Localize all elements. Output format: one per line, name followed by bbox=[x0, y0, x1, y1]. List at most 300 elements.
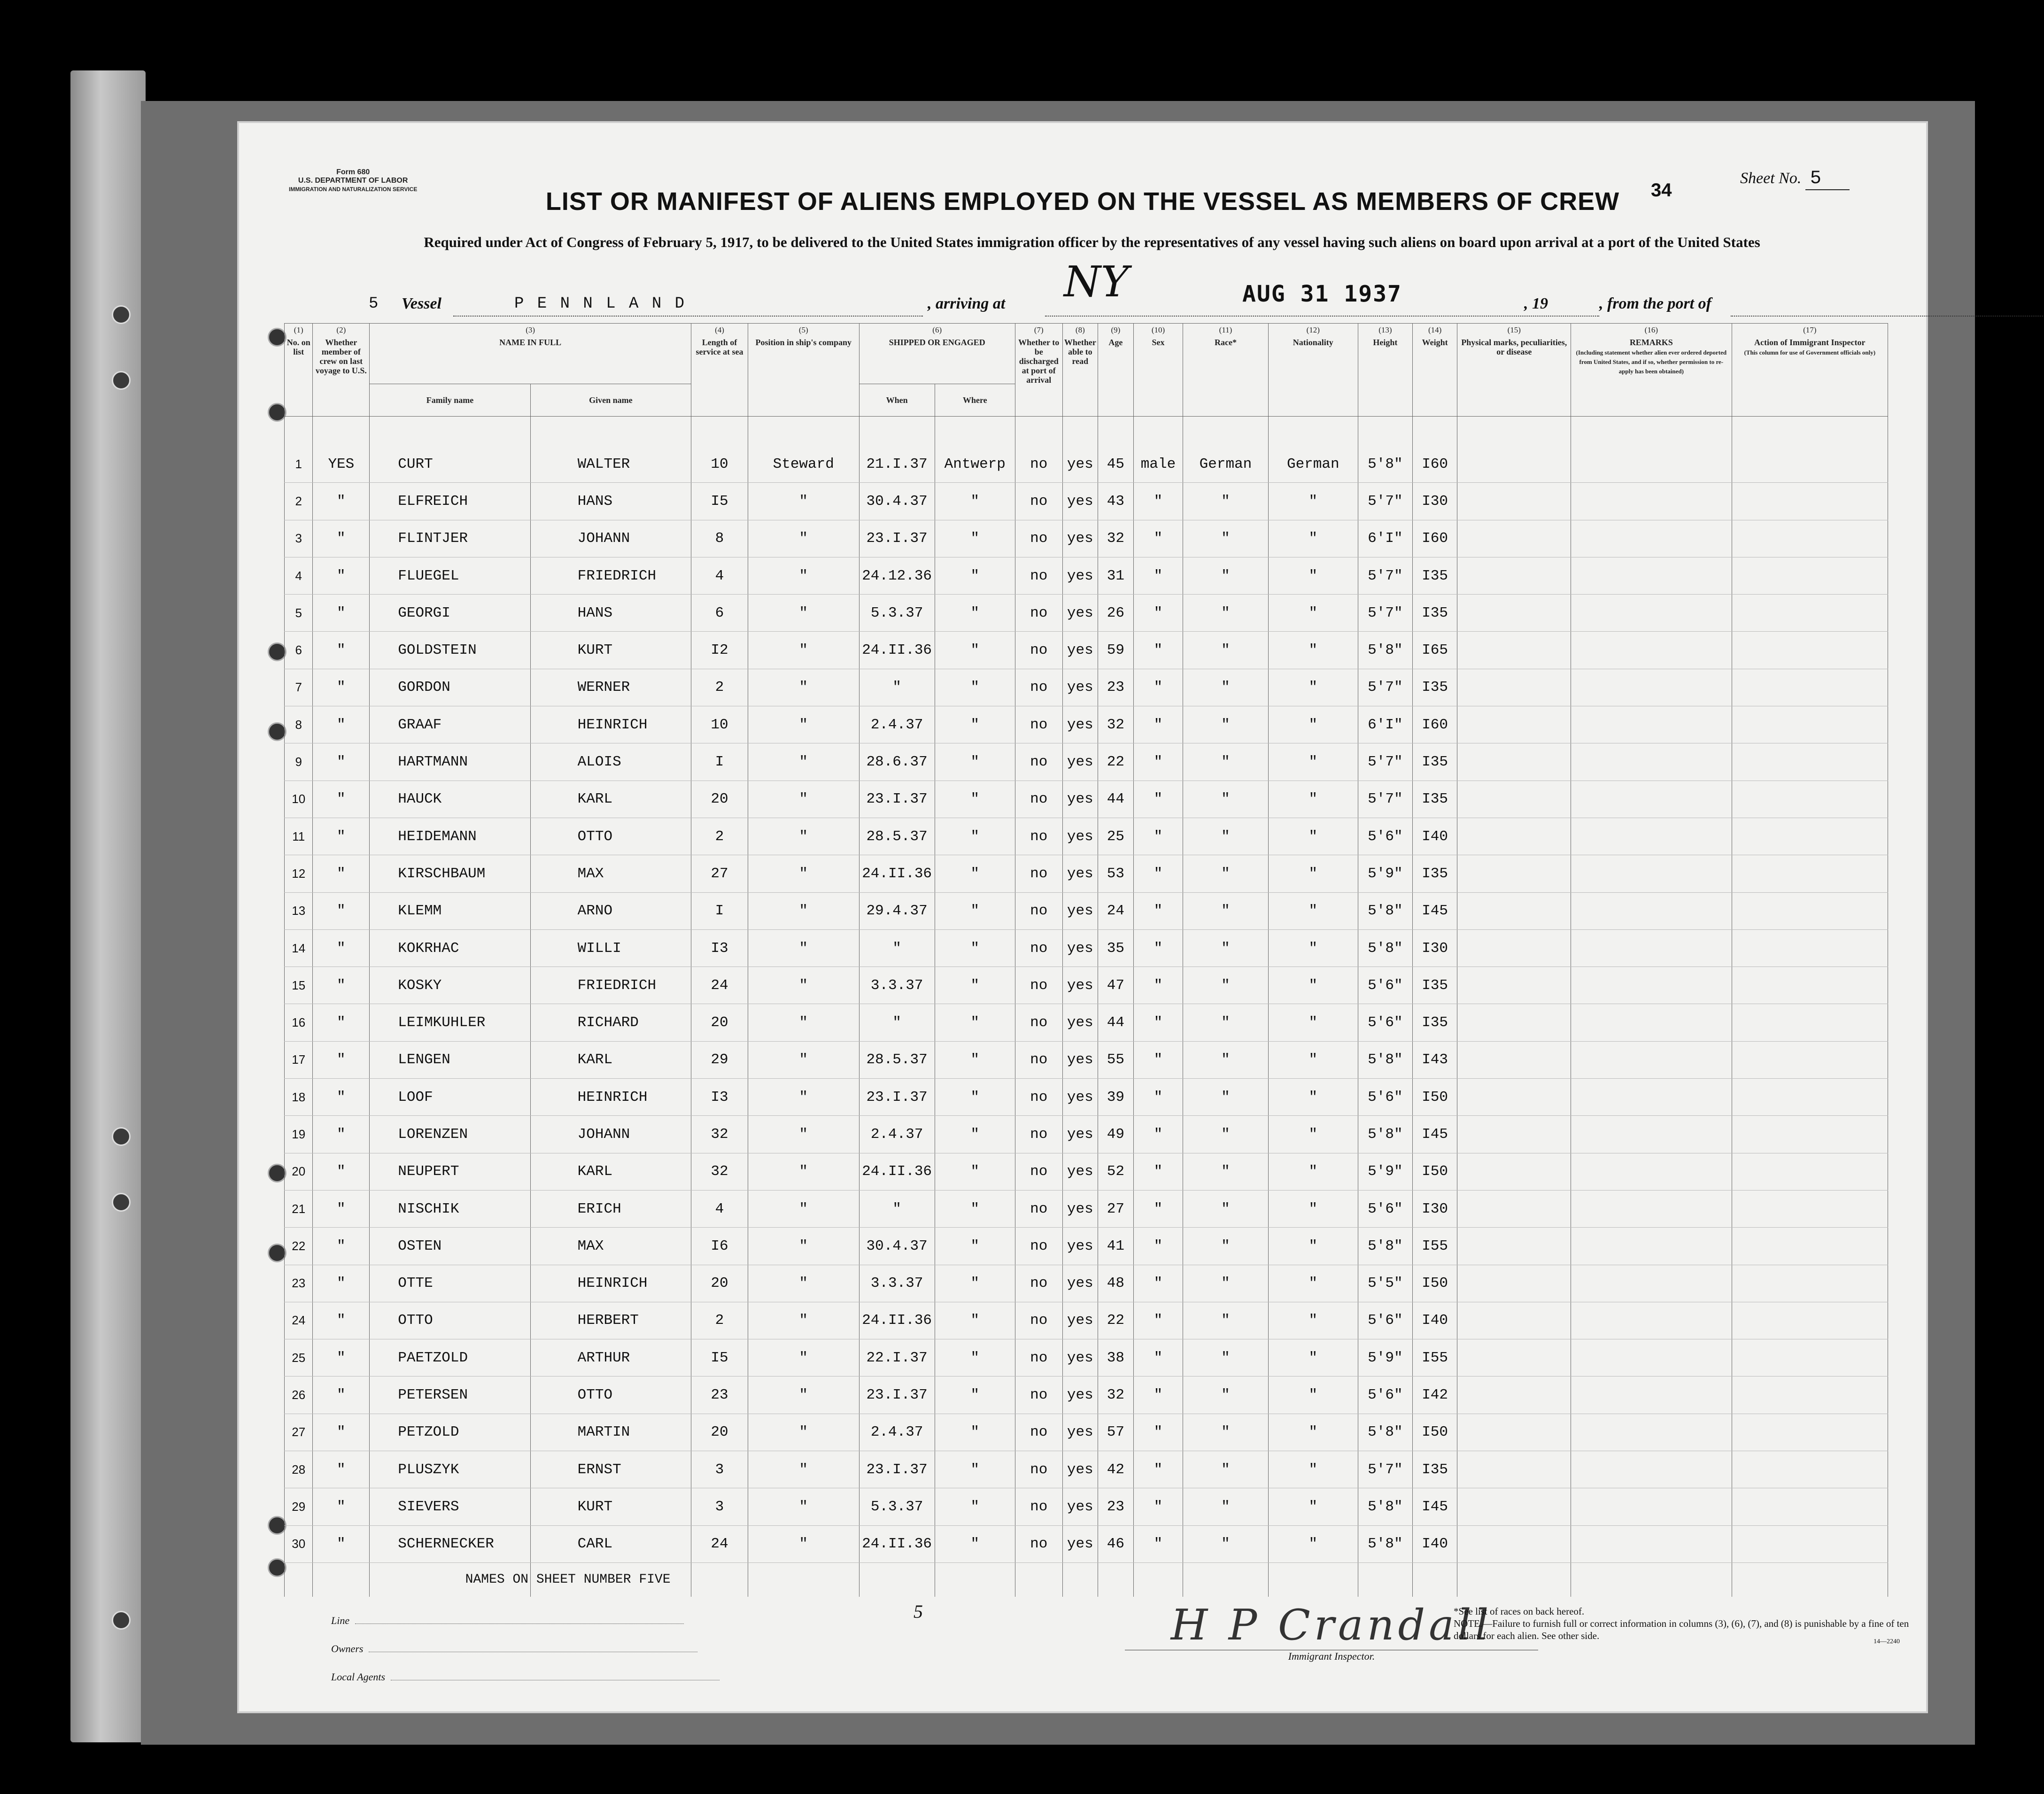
cell-height: 5'6" bbox=[1358, 967, 1412, 1004]
cell-engaged-where: " bbox=[935, 1265, 1015, 1302]
cell-inspector-action bbox=[1732, 1302, 1888, 1339]
cell-race: " bbox=[1183, 669, 1268, 706]
cell-race: " bbox=[1183, 855, 1268, 892]
cell-service-length: 24 bbox=[691, 1525, 748, 1562]
cell-engaged-where: " bbox=[935, 1339, 1015, 1376]
cell-height: 5'6" bbox=[1358, 1302, 1412, 1339]
cell-given-name: ERNST bbox=[530, 1451, 691, 1488]
page-stamp: 34 bbox=[1651, 180, 1672, 201]
cell-race: " bbox=[1183, 1079, 1268, 1116]
cell-weight: I65 bbox=[1412, 632, 1457, 669]
arriving-label: , arriving at bbox=[928, 295, 1006, 312]
cell-row-number: 22 bbox=[285, 1228, 313, 1265]
cell-height: 5'8" bbox=[1358, 929, 1412, 967]
crew-table-body bbox=[285, 417, 1888, 1597]
cell-row-number: 16 bbox=[285, 1004, 313, 1041]
cell-sex: " bbox=[1133, 1525, 1183, 1562]
cell-given-name: MAX bbox=[530, 1228, 691, 1265]
cell-remarks bbox=[1571, 632, 1732, 669]
cell-service-length: I2 bbox=[691, 632, 748, 669]
cell-service-length: 3 bbox=[691, 1451, 748, 1488]
cell-family-name: OSTEN bbox=[370, 1228, 530, 1265]
cell-previous-voyage: " bbox=[313, 1525, 370, 1562]
cell-family-name: KIRSCHBAUM bbox=[370, 855, 530, 892]
cell-position: " bbox=[748, 1004, 859, 1041]
cell-position: " bbox=[748, 1339, 859, 1376]
cell-inspector-action bbox=[1732, 1116, 1888, 1153]
cell-weight: I30 bbox=[1412, 483, 1457, 520]
cell-age: 23 bbox=[1098, 669, 1134, 706]
table-row bbox=[285, 595, 1888, 632]
cell-physical-marks bbox=[1457, 1041, 1571, 1078]
inspector-caption: Immigrant Inspector. bbox=[1125, 1650, 1538, 1663]
cell-able-to-read: yes bbox=[1062, 1153, 1098, 1190]
cell-discharged: no bbox=[1015, 483, 1062, 520]
cell-weight: I40 bbox=[1412, 1525, 1457, 1562]
cell-row-number: 24 bbox=[285, 1302, 313, 1339]
cell-physical-marks bbox=[1457, 1488, 1571, 1525]
cell-engaged-where: " bbox=[935, 1414, 1015, 1451]
cell-able-to-read: yes bbox=[1062, 1451, 1098, 1488]
cell-able-to-read: yes bbox=[1062, 1525, 1098, 1562]
cell-nationality: " bbox=[1268, 818, 1358, 855]
cell-able-to-read: yes bbox=[1062, 446, 1098, 483]
cell-race: " bbox=[1183, 818, 1268, 855]
owners-field: Owners bbox=[331, 1643, 697, 1655]
cell-remarks bbox=[1571, 1153, 1732, 1190]
cell-age: 47 bbox=[1098, 967, 1134, 1004]
table-row bbox=[285, 1339, 1888, 1376]
punch-hole bbox=[268, 1164, 286, 1183]
cell-discharged: no bbox=[1015, 1079, 1062, 1116]
cell-weight: I35 bbox=[1412, 595, 1457, 632]
cell-race: " bbox=[1183, 483, 1268, 520]
cell-inspector-action bbox=[1732, 1228, 1888, 1265]
cell-sex: " bbox=[1133, 1079, 1183, 1116]
cell-family-name: PLUSZYK bbox=[370, 1451, 530, 1488]
cell-position: " bbox=[748, 929, 859, 967]
cell-previous-voyage: " bbox=[313, 1004, 370, 1041]
cell-family-name: HARTMANN bbox=[370, 743, 530, 781]
cell-sex: " bbox=[1133, 1041, 1183, 1078]
cell-service-length: 8 bbox=[691, 520, 748, 557]
cell-sex: " bbox=[1133, 595, 1183, 632]
cell-service-length: I bbox=[691, 892, 748, 929]
cell-previous-voyage: YES bbox=[313, 446, 370, 483]
cell-position: Steward bbox=[748, 446, 859, 483]
cell-able-to-read: yes bbox=[1062, 967, 1098, 1004]
col-header-14: (14) Weight bbox=[1412, 324, 1457, 417]
cell-height: 5'6" bbox=[1358, 1079, 1412, 1116]
cell-nationality: " bbox=[1268, 781, 1358, 818]
col-header-9: (9) Age bbox=[1098, 324, 1134, 417]
cell-sex: " bbox=[1133, 1488, 1183, 1525]
cell-service-length: 20 bbox=[691, 781, 748, 818]
cell-race: " bbox=[1183, 1451, 1268, 1488]
cell-sex: " bbox=[1133, 1265, 1183, 1302]
legal-notes bbox=[1454, 1605, 1909, 1642]
sheet-number-value: 5 bbox=[1805, 168, 1850, 190]
cell-previous-voyage: " bbox=[313, 892, 370, 929]
cell-engaged-where: " bbox=[935, 1451, 1015, 1488]
local-agents-field: Local Agents bbox=[331, 1671, 720, 1683]
cell-engaged-where: " bbox=[935, 1488, 1015, 1525]
cell-service-length: 32 bbox=[691, 1116, 748, 1153]
cell-sex: " bbox=[1133, 520, 1183, 557]
cell-service-length: I5 bbox=[691, 483, 748, 520]
cell-race: " bbox=[1183, 781, 1268, 818]
cell-position: " bbox=[748, 1376, 859, 1414]
cell-remarks bbox=[1571, 1079, 1732, 1116]
cell-nationality: " bbox=[1268, 1451, 1358, 1488]
col-header-15: (15) Physical marks, peculiarities, or disease bbox=[1457, 324, 1571, 417]
cell-sex: " bbox=[1133, 818, 1183, 855]
cell-engaged-when: 24.II.36 bbox=[859, 1302, 935, 1339]
cell-previous-voyage: " bbox=[313, 743, 370, 781]
cell-service-length: 2 bbox=[691, 1302, 748, 1339]
cell-nationality: " bbox=[1268, 483, 1358, 520]
cell-given-name: HANS bbox=[530, 483, 691, 520]
cell-row-number: 17 bbox=[285, 1041, 313, 1078]
cell-given-name: KURT bbox=[530, 632, 691, 669]
cell-nationality: " bbox=[1268, 1228, 1358, 1265]
cell-engaged-where: " bbox=[935, 1153, 1015, 1190]
cell-physical-marks bbox=[1457, 1116, 1571, 1153]
col-header-11: (11) Race* bbox=[1183, 324, 1268, 417]
cell-engaged-where: " bbox=[935, 520, 1015, 557]
cell-family-name: CURT bbox=[370, 446, 530, 483]
cell-service-length: 4 bbox=[691, 557, 748, 594]
cell-physical-marks bbox=[1457, 1525, 1571, 1562]
cell-previous-voyage: " bbox=[313, 1339, 370, 1376]
cell-engaged-when: 23.I.37 bbox=[859, 1079, 935, 1116]
cell-discharged: no bbox=[1015, 1153, 1062, 1190]
cell-nationality: " bbox=[1268, 557, 1358, 594]
vessel-label: Vessel bbox=[402, 295, 441, 312]
cell-weight: I55 bbox=[1412, 1339, 1457, 1376]
cell-able-to-read: yes bbox=[1062, 1116, 1098, 1153]
cell-race: " bbox=[1183, 632, 1268, 669]
cell-height: 5'8" bbox=[1358, 1116, 1412, 1153]
cell-given-name: ALOIS bbox=[530, 743, 691, 781]
from-port-label: , from the port of bbox=[1599, 295, 1711, 312]
cell-family-name: GRAAF bbox=[370, 706, 530, 743]
cell-nationality: " bbox=[1268, 520, 1358, 557]
cell-nationality: " bbox=[1268, 706, 1358, 743]
cell-height: 5'8" bbox=[1358, 1414, 1412, 1451]
cell-row-number: 7 bbox=[285, 669, 313, 706]
cell-race: " bbox=[1183, 557, 1268, 594]
inspector-signature: H P Crandall bbox=[1170, 1601, 1493, 1650]
cell-family-name: FLINTJER bbox=[370, 520, 530, 557]
cell-service-length: 6 bbox=[691, 595, 748, 632]
cell-service-length: 20 bbox=[691, 1004, 748, 1041]
cell-previous-voyage: " bbox=[313, 595, 370, 632]
cell-weight: I35 bbox=[1412, 967, 1457, 1004]
cell-height: 5'8" bbox=[1358, 1488, 1412, 1525]
cell-able-to-read: yes bbox=[1062, 929, 1098, 967]
cell-position: " bbox=[748, 632, 859, 669]
cell-physical-marks bbox=[1457, 706, 1571, 743]
cell-remarks bbox=[1571, 1376, 1732, 1414]
cell-position: " bbox=[748, 520, 859, 557]
cell-remarks bbox=[1571, 446, 1732, 483]
cell-age: 46 bbox=[1098, 1525, 1134, 1562]
punch-hole bbox=[268, 642, 286, 661]
cell-engaged-when: 24.12.36 bbox=[859, 557, 935, 594]
cell-height: 5'7" bbox=[1358, 743, 1412, 781]
cell-service-length: 24 bbox=[691, 967, 748, 1004]
cell-age: 39 bbox=[1098, 1079, 1134, 1116]
table-row bbox=[285, 1004, 1888, 1041]
col-subheader-family-name: Family name bbox=[370, 384, 530, 417]
cell-given-name: HEINRICH bbox=[530, 1079, 691, 1116]
cell-remarks bbox=[1571, 1302, 1732, 1339]
cell-height: 5'8" bbox=[1358, 1041, 1412, 1078]
cell-height: 6'I" bbox=[1358, 706, 1412, 743]
cell-physical-marks bbox=[1457, 892, 1571, 929]
cell-nationality: " bbox=[1268, 1190, 1358, 1227]
cell-physical-marks bbox=[1457, 1004, 1571, 1041]
cell-given-name: JOHANN bbox=[530, 1116, 691, 1153]
cell-able-to-read: yes bbox=[1062, 818, 1098, 855]
cell-nationality: " bbox=[1268, 1414, 1358, 1451]
table-row bbox=[285, 446, 1888, 483]
cell-sex: " bbox=[1133, 669, 1183, 706]
cell-previous-voyage: " bbox=[313, 1116, 370, 1153]
cell-sex: " bbox=[1133, 483, 1183, 520]
col-subheader-where: Where bbox=[935, 384, 1015, 417]
cell-age: 48 bbox=[1098, 1265, 1134, 1302]
cell-family-name: LORENZEN bbox=[370, 1116, 530, 1153]
cell-position: " bbox=[748, 855, 859, 892]
manifest-footer bbox=[298, 1601, 1919, 1713]
cell-remarks bbox=[1571, 669, 1732, 706]
cell-given-name: WALTER bbox=[530, 446, 691, 483]
cell-able-to-read: yes bbox=[1062, 892, 1098, 929]
cell-engaged-where: " bbox=[935, 706, 1015, 743]
cell-inspector-action bbox=[1732, 520, 1888, 557]
table-row bbox=[285, 1414, 1888, 1451]
cell-age: 32 bbox=[1098, 1376, 1134, 1414]
cell-discharged: no bbox=[1015, 595, 1062, 632]
cell-height: 5'8" bbox=[1358, 446, 1412, 483]
col-header-12: (12) Nationality bbox=[1268, 324, 1358, 417]
cell-engaged-when: 23.I.37 bbox=[859, 781, 935, 818]
cell-position: " bbox=[748, 706, 859, 743]
cell-engaged-where: " bbox=[935, 781, 1015, 818]
cell-remarks bbox=[1571, 1488, 1732, 1525]
cell-given-name: ERICH bbox=[530, 1190, 691, 1227]
cell-physical-marks bbox=[1457, 1376, 1571, 1414]
cell-family-name: SIEVERS bbox=[370, 1488, 530, 1525]
table-row bbox=[285, 743, 1888, 781]
punch-hole bbox=[268, 403, 286, 422]
cell-engaged-where: Antwerp bbox=[935, 446, 1015, 483]
table-row bbox=[285, 892, 1888, 929]
table-row bbox=[285, 1228, 1888, 1265]
cell-remarks bbox=[1571, 743, 1732, 781]
cell-sex: " bbox=[1133, 1451, 1183, 1488]
cell-engaged-when: 3.3.37 bbox=[859, 967, 935, 1004]
cell-race: " bbox=[1183, 520, 1268, 557]
cell-age: 43 bbox=[1098, 483, 1134, 520]
cell-nationality: " bbox=[1268, 595, 1358, 632]
cell-service-length: I3 bbox=[691, 1079, 748, 1116]
cell-age: 32 bbox=[1098, 706, 1134, 743]
cell-nationality: " bbox=[1268, 669, 1358, 706]
cell-family-name: GOLDSTEIN bbox=[370, 632, 530, 669]
col-header-10: (10) Sex bbox=[1133, 324, 1183, 417]
cell-given-name: KARL bbox=[530, 781, 691, 818]
cell-physical-marks bbox=[1457, 743, 1571, 781]
crew-table bbox=[284, 323, 1888, 1597]
cell-physical-marks bbox=[1457, 669, 1571, 706]
cell-position: " bbox=[748, 818, 859, 855]
cell-nationality: " bbox=[1268, 1041, 1358, 1078]
cell-weight: I43 bbox=[1412, 1041, 1457, 1078]
cell-given-name: CARL bbox=[530, 1525, 691, 1562]
cell-inspector-action bbox=[1732, 855, 1888, 892]
cell-sex: " bbox=[1133, 929, 1183, 967]
arriving-port-handwritten: NY bbox=[1064, 257, 1129, 307]
cell-race: " bbox=[1183, 892, 1268, 929]
cell-engaged-when: 3.3.37 bbox=[859, 1265, 935, 1302]
cell-discharged: no bbox=[1015, 557, 1062, 594]
table-row bbox=[285, 1190, 1888, 1227]
cell-able-to-read: yes bbox=[1062, 1004, 1098, 1041]
binder-hole bbox=[112, 1611, 131, 1630]
cell-nationality: " bbox=[1268, 1265, 1358, 1302]
cell-discharged: no bbox=[1015, 1228, 1062, 1265]
cell-inspector-action bbox=[1732, 1488, 1888, 1525]
cell-sex: " bbox=[1133, 632, 1183, 669]
cell-engaged-when: " bbox=[859, 1190, 935, 1227]
cell-family-name: FLUEGEL bbox=[370, 557, 530, 594]
cell-previous-voyage: " bbox=[313, 706, 370, 743]
cell-engaged-when: 2.4.37 bbox=[859, 1116, 935, 1153]
cell-inspector-action bbox=[1732, 1525, 1888, 1562]
cell-remarks bbox=[1571, 1228, 1732, 1265]
cell-age: 52 bbox=[1098, 1153, 1134, 1190]
cell-discharged: no bbox=[1015, 446, 1062, 483]
cell-race: " bbox=[1183, 1339, 1268, 1376]
cell-weight: I35 bbox=[1412, 743, 1457, 781]
cell-engaged-when: 24.II.36 bbox=[859, 1153, 935, 1190]
cell-weight: I30 bbox=[1412, 929, 1457, 967]
cell-sex: " bbox=[1133, 557, 1183, 594]
cell-engaged-when: 21.I.37 bbox=[859, 446, 935, 483]
cell-discharged: no bbox=[1015, 1302, 1062, 1339]
cell-engaged-when: " bbox=[859, 929, 935, 967]
cell-service-length: 27 bbox=[691, 855, 748, 892]
cell-able-to-read: yes bbox=[1062, 632, 1098, 669]
cell-position: " bbox=[748, 1451, 859, 1488]
cell-family-name: HEIDEMANN bbox=[370, 818, 530, 855]
cell-race: " bbox=[1183, 929, 1268, 967]
cell-inspector-action bbox=[1732, 1414, 1888, 1451]
cell-race: " bbox=[1183, 1302, 1268, 1339]
cell-height: 5'8" bbox=[1358, 1228, 1412, 1265]
cell-race: " bbox=[1183, 1414, 1268, 1451]
cell-able-to-read: yes bbox=[1062, 520, 1098, 557]
cell-inspector-action bbox=[1732, 929, 1888, 967]
cell-able-to-read: yes bbox=[1062, 855, 1098, 892]
cell-physical-marks bbox=[1457, 1079, 1571, 1116]
cell-previous-voyage: " bbox=[313, 483, 370, 520]
cell-weight: I42 bbox=[1412, 1376, 1457, 1414]
table-row bbox=[285, 1153, 1888, 1190]
cell-weight: I35 bbox=[1412, 781, 1457, 818]
cell-previous-voyage: " bbox=[313, 1451, 370, 1488]
cell-previous-voyage: " bbox=[313, 967, 370, 1004]
cell-family-name: KOSKY bbox=[370, 967, 530, 1004]
cell-position: " bbox=[748, 595, 859, 632]
cell-given-name: HANS bbox=[530, 595, 691, 632]
cell-service-length: 2 bbox=[691, 669, 748, 706]
cell-service-length: 32 bbox=[691, 1153, 748, 1190]
cell-row-number: 10 bbox=[285, 781, 313, 818]
cell-inspector-action bbox=[1732, 595, 1888, 632]
cell-engaged-where: " bbox=[935, 1376, 1015, 1414]
cell-given-name: ARTHUR bbox=[530, 1339, 691, 1376]
cell-position: " bbox=[748, 1414, 859, 1451]
cell-given-name: KARL bbox=[530, 1153, 691, 1190]
cell-discharged: no bbox=[1015, 1414, 1062, 1451]
cell-able-to-read: yes bbox=[1062, 1265, 1098, 1302]
cell-weight: I35 bbox=[1412, 1451, 1457, 1488]
cell-previous-voyage: " bbox=[313, 1190, 370, 1227]
cell-previous-voyage: " bbox=[313, 1302, 370, 1339]
cell-height: 5'9" bbox=[1358, 1153, 1412, 1190]
cell-physical-marks bbox=[1457, 967, 1571, 1004]
cell-sex: " bbox=[1133, 1153, 1183, 1190]
cell-discharged: no bbox=[1015, 669, 1062, 706]
cell-service-length: 3 bbox=[691, 1488, 748, 1525]
cell-discharged: no bbox=[1015, 1004, 1062, 1041]
cell-nationality: " bbox=[1268, 1488, 1358, 1525]
penalty-note: NOTE.—Failure to furnish full or correct information in columns (3), (6), (7), and (8) is punishable by a fine of ten dollars for each alien. See other side. bbox=[1454, 1618, 1909, 1641]
cell-race: " bbox=[1183, 1376, 1268, 1414]
cell-weight: I50 bbox=[1412, 1265, 1457, 1302]
cell-engaged-where: " bbox=[935, 557, 1015, 594]
cell-remarks bbox=[1571, 1525, 1732, 1562]
cell-discharged: no bbox=[1015, 1525, 1062, 1562]
cell-family-name: GEORGI bbox=[370, 595, 530, 632]
table-row bbox=[285, 1265, 1888, 1302]
cell-engaged-where: " bbox=[935, 1302, 1015, 1339]
vessel-name: P E N N L A N D bbox=[514, 295, 687, 313]
cell-previous-voyage: " bbox=[313, 1041, 370, 1078]
cell-inspector-action bbox=[1732, 1190, 1888, 1227]
cell-engaged-when: 23.I.37 bbox=[859, 1451, 935, 1488]
cell-sex: " bbox=[1133, 1228, 1183, 1265]
col-header-16: (16) REMARKS (Including statement whether alien ever ordered deported from United States, and if so, whether permission to re-apply has been obtained) bbox=[1571, 324, 1732, 417]
cell-engaged-where: " bbox=[935, 1079, 1015, 1116]
cell-previous-voyage: " bbox=[313, 1376, 370, 1414]
cell-sex: " bbox=[1133, 781, 1183, 818]
cell-remarks bbox=[1571, 1190, 1732, 1227]
cell-weight: I35 bbox=[1412, 557, 1457, 594]
cell-race: " bbox=[1183, 743, 1268, 781]
cell-row-number: 12 bbox=[285, 855, 313, 892]
cell-height: 5'6" bbox=[1358, 1190, 1412, 1227]
table-row bbox=[285, 632, 1888, 669]
cell-able-to-read: yes bbox=[1062, 1376, 1098, 1414]
cell-race: " bbox=[1183, 1116, 1268, 1153]
cell-engaged-where: " bbox=[935, 595, 1015, 632]
cell-nationality: " bbox=[1268, 1339, 1358, 1376]
